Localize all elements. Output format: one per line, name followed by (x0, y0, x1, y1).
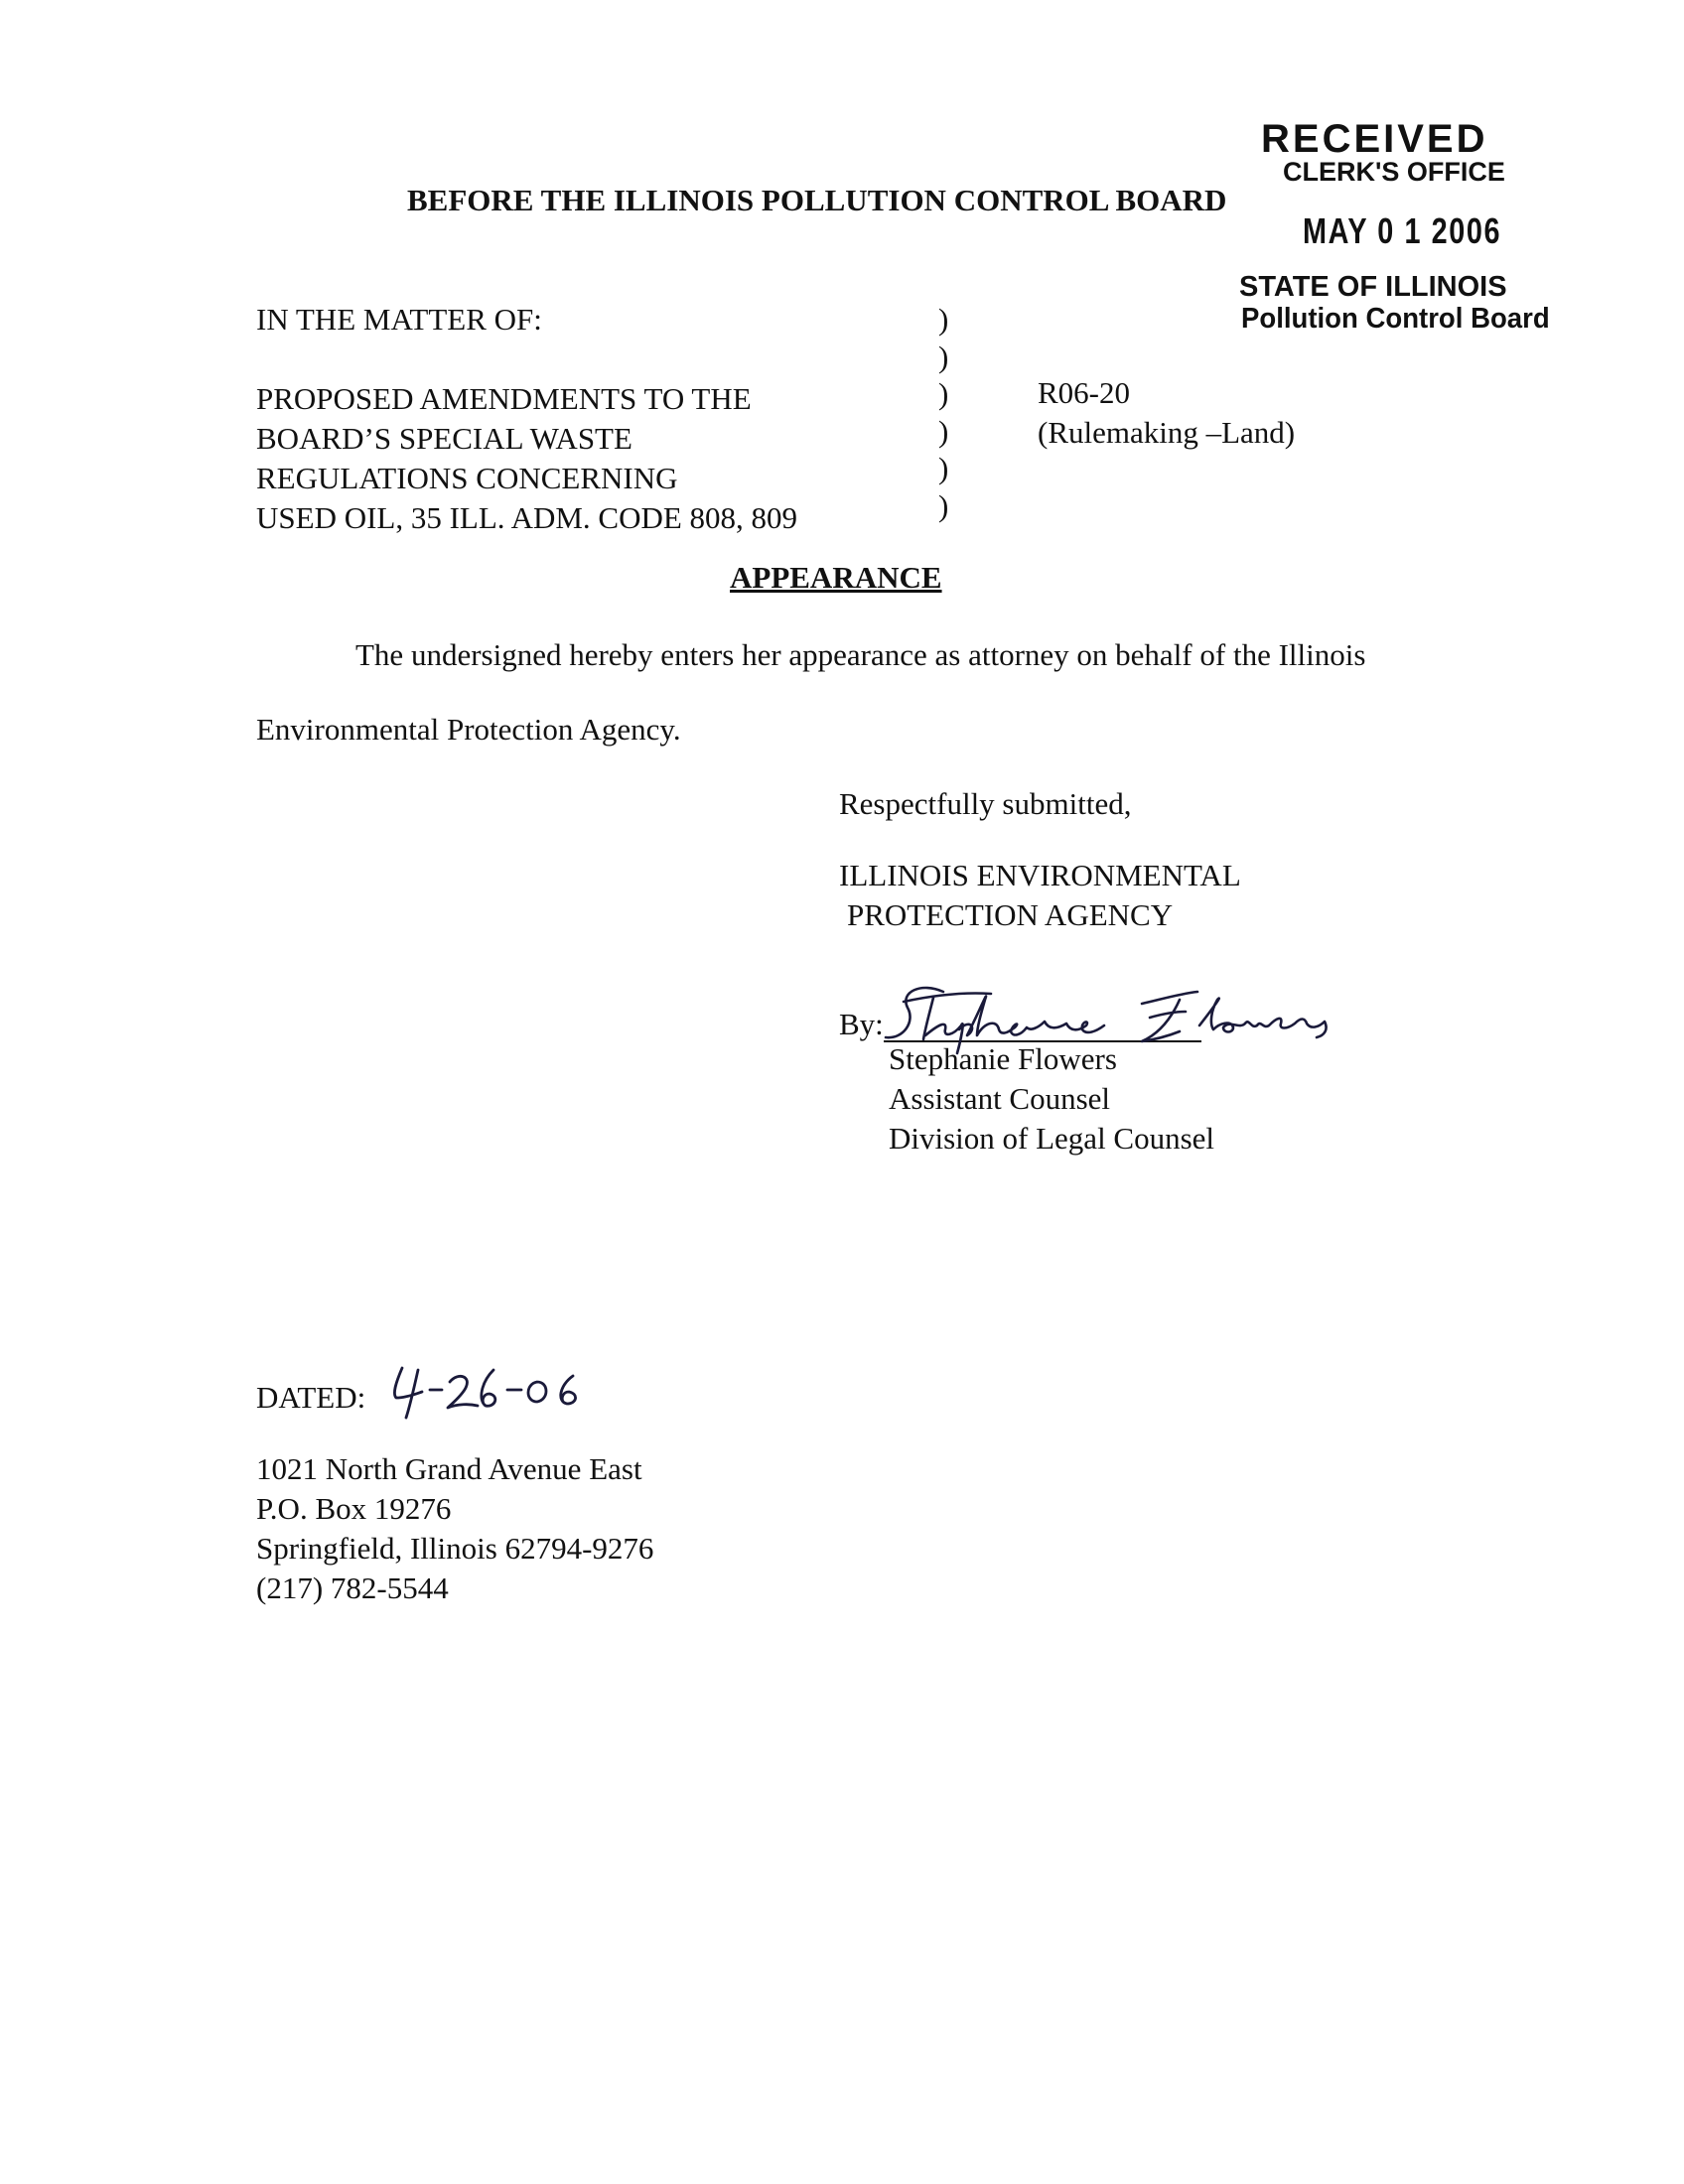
caption-parens (938, 300, 948, 523)
signer-division: Division of Legal Counsel (889, 1121, 1215, 1156)
by-label: By: (839, 1007, 884, 1041)
agency-line-1: ILLINOIS ENVIRONMENTAL (839, 858, 1241, 892)
body-text-line-1: The undersigned hereby enters her appearance as attorney on behalf of the Illinois (355, 637, 1366, 672)
stamp-state: STATE OF ILLINOIS (1239, 271, 1507, 303)
address-line: P.O. Box 19276 (256, 1491, 452, 1526)
caption-line: BOARD’S SPECIAL WASTE (256, 421, 632, 456)
address-line: 1021 North Grand Avenue East (256, 1451, 642, 1486)
caption-paren: ) (938, 487, 949, 523)
docket-number: R06-20 (1038, 375, 1130, 410)
stamp-date: MAY 0 1 2006 (1303, 210, 1502, 251)
stamp-clerks-office: CLERK'S OFFICE (1283, 157, 1505, 187)
caption-paren: ) (938, 376, 949, 411)
agency-name (839, 856, 1241, 935)
docket-type: (Rulemaking –Land) (1038, 415, 1296, 450)
body-text-line-2: Environmental Protection Agency. (256, 712, 681, 747)
handwritten-date (382, 1360, 601, 1430)
caption-line: REGULATIONS CONCERNING (256, 461, 678, 495)
dated-label: DATED: (256, 1380, 366, 1415)
stamp-board: Pollution Control Board (1241, 303, 1550, 335)
document-title: BEFORE THE ILLINOIS POLLUTION CONTROL BOARD (407, 183, 1227, 217)
agency-line-2: PROTECTION AGENCY (847, 897, 1174, 932)
caption-paren: ) (938, 339, 949, 374)
caption-line: IN THE MATTER OF: (256, 302, 542, 337)
caption-paren: ) (938, 413, 949, 449)
signer-name: Stephanie Flowers (889, 1041, 1117, 1076)
address-block (256, 1449, 653, 1608)
caption-paren: ) (938, 302, 949, 337)
caption-line: USED OIL, 35 ILL. ADM. CODE 808, 809 (256, 500, 798, 535)
address-line: (217) 782-5544 (256, 1570, 449, 1605)
signer-title: Assistant Counsel (889, 1081, 1111, 1116)
closing-text: Respectfully submitted, (839, 786, 1132, 821)
appearance-heading: APPEARANCE (730, 560, 942, 595)
stamp-received: RECEIVED (1261, 117, 1488, 161)
docket-info (1038, 373, 1295, 453)
address-line: Springfield, Illinois 62794-9276 (256, 1531, 654, 1566)
case-caption (256, 300, 797, 538)
caption-line: PROPOSED AMENDMENTS TO THE (256, 381, 752, 416)
signer-info (889, 1039, 1214, 1159)
caption-line (256, 340, 797, 379)
caption-paren: ) (938, 451, 949, 485)
